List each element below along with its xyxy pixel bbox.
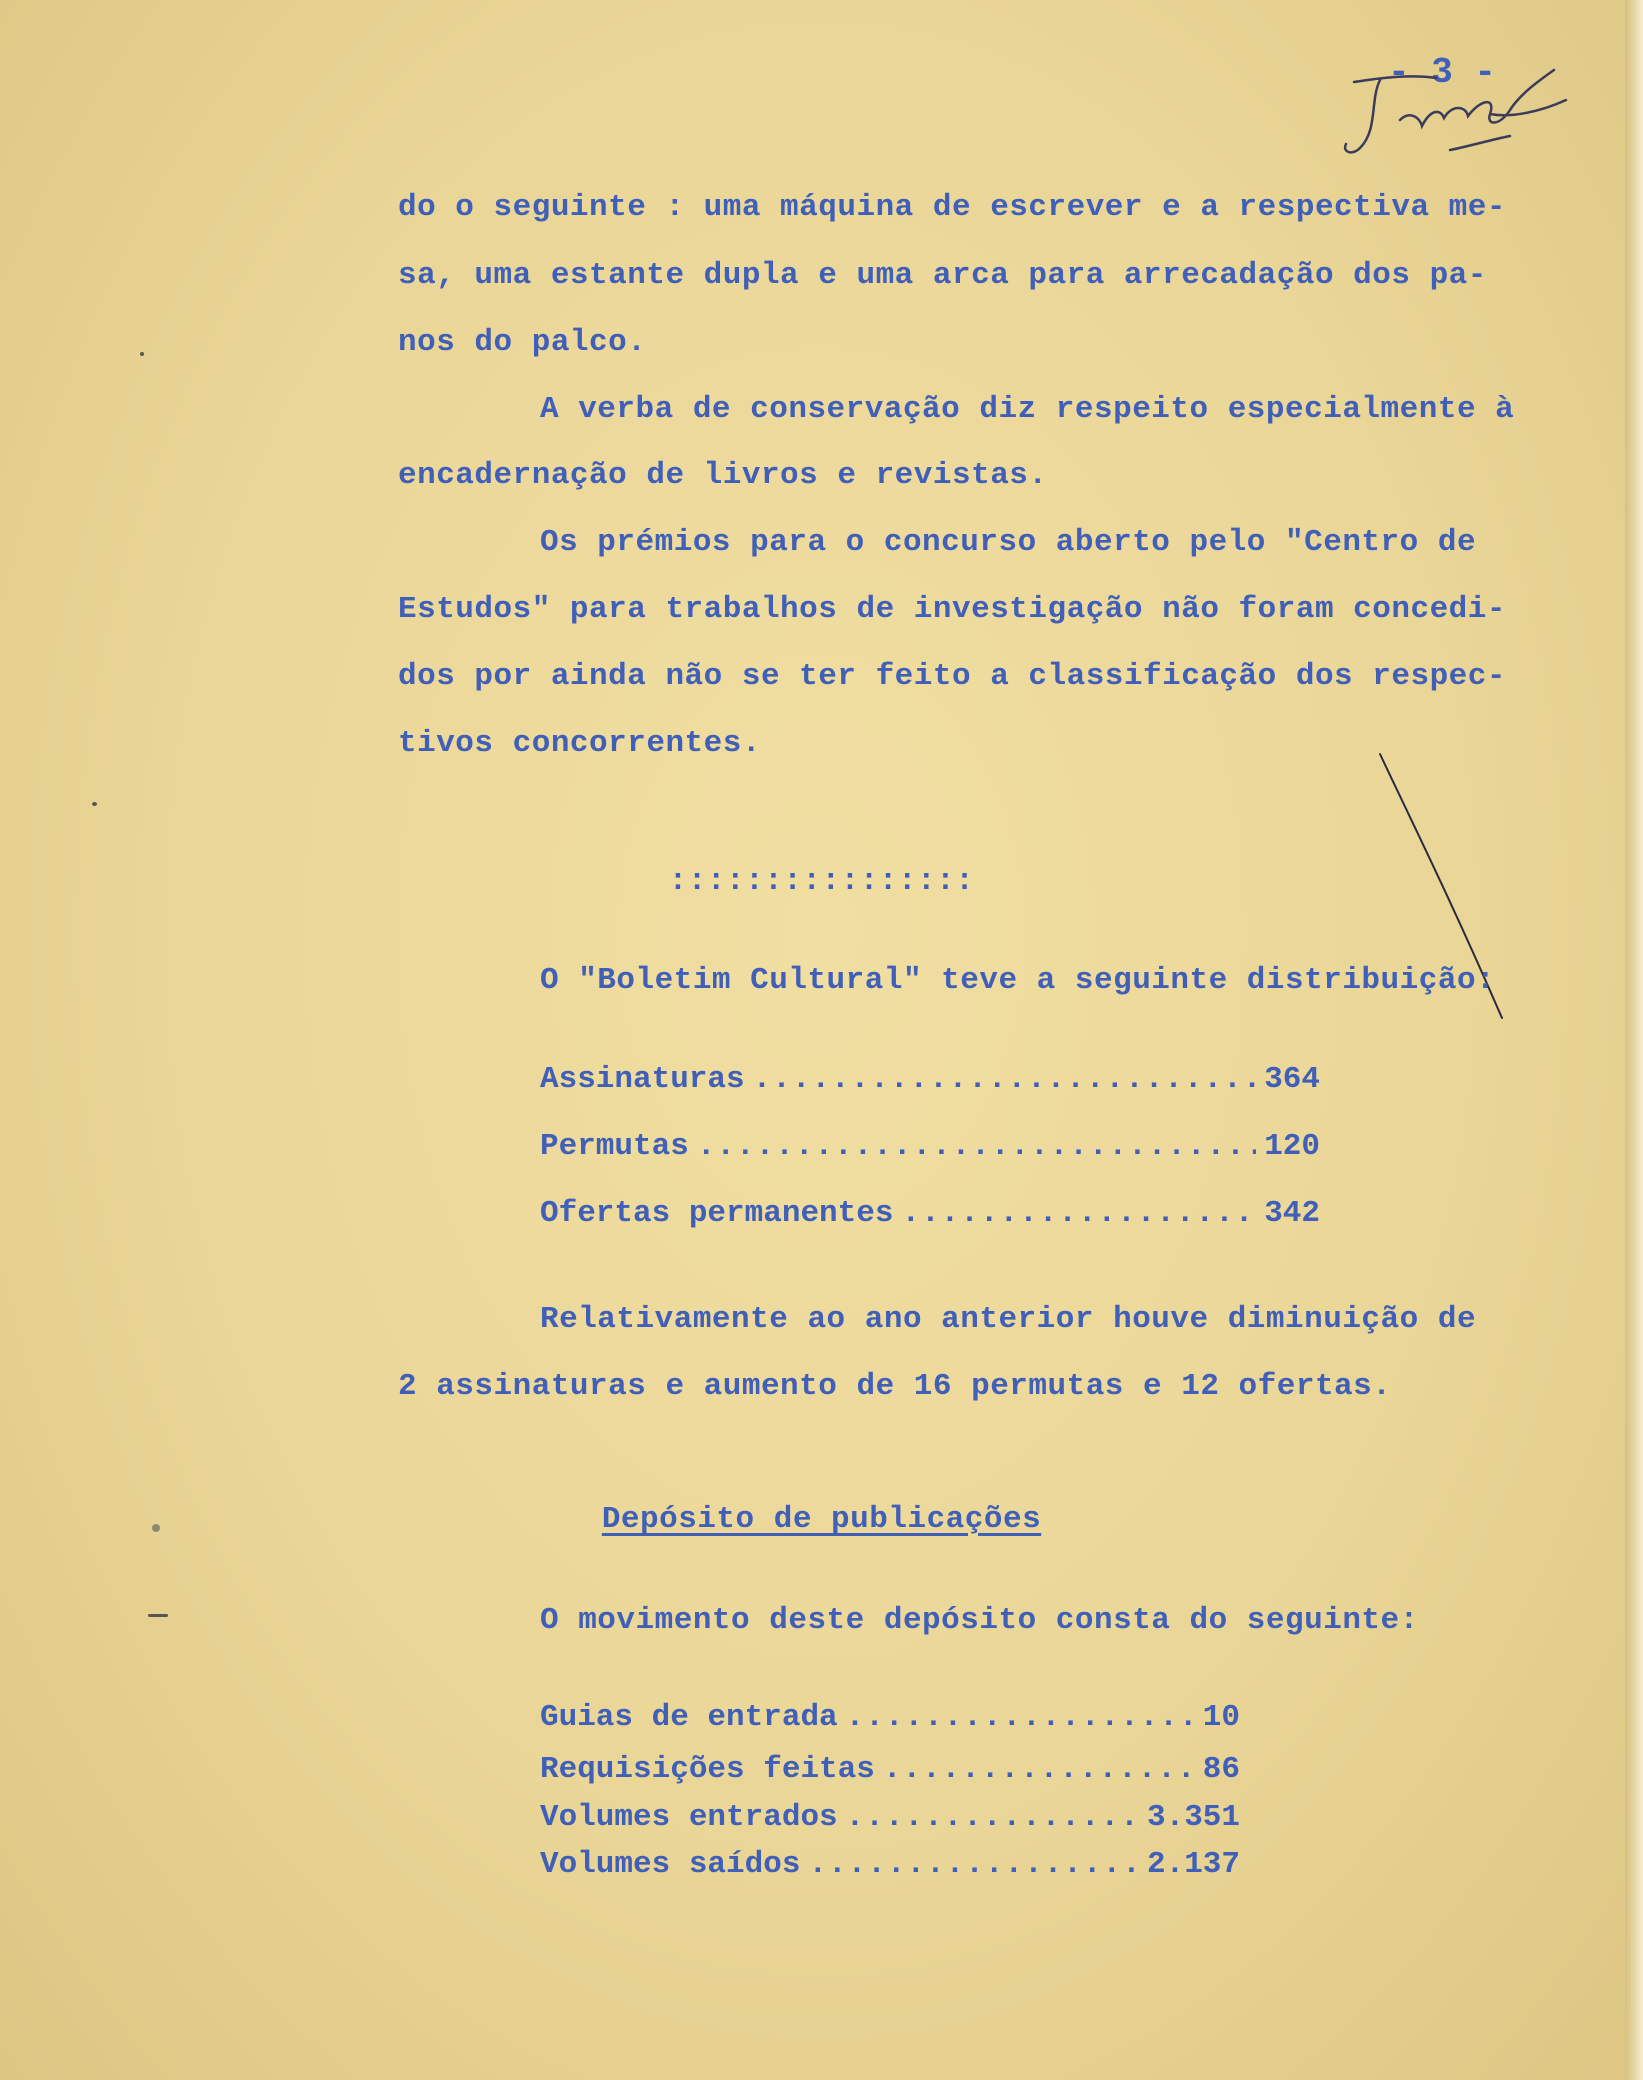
- row-label: Guias de entrada: [540, 1700, 838, 1735]
- row-value: 86: [1202, 1752, 1240, 1787]
- text-line: Estudos" para trabalhos de investigação não foram concedi-: [398, 592, 1506, 627]
- leader-dots: [883, 1752, 1195, 1787]
- row-value: 120: [1264, 1129, 1320, 1164]
- row-value: 3.351: [1146, 1800, 1240, 1835]
- deposito-row: [540, 1752, 1240, 1796]
- signature-icon: [1340, 60, 1580, 170]
- row-label: Volumes saídos: [540, 1847, 801, 1882]
- page-number: - 3 -: [1388, 52, 1497, 93]
- row-value: 342: [1264, 1196, 1320, 1231]
- boletim-intro: O "Boletim Cultural" teve a seguinte distribuição:: [540, 963, 1496, 998]
- leader-dots: [808, 1847, 1139, 1882]
- paper-speck: [148, 1614, 168, 1617]
- leader-dots: [846, 1700, 1195, 1735]
- deposito-row: [540, 1800, 1240, 1844]
- text-line: A verba de conservação diz respeito especialmente à: [540, 392, 1515, 427]
- text-line: dos por ainda não se ter feito a classificação dos respec-: [398, 659, 1506, 694]
- row-label: Assinaturas: [540, 1062, 745, 1097]
- deposito-row: [540, 1700, 1240, 1744]
- row-label: Volumes entrados: [540, 1800, 838, 1835]
- text-line: sa, uma estante dupla e uma arca para arrecadação dos pa-: [398, 258, 1487, 293]
- boletim-row: [540, 1129, 1320, 1173]
- row-value: 10: [1202, 1700, 1240, 1735]
- separator: ::::::::::::::::: [668, 864, 975, 899]
- section-heading: Depósito de publicações: [601, 1502, 1042, 1537]
- text-line: nos do palco.: [398, 325, 647, 360]
- paper-speck: [140, 352, 144, 356]
- text-line: Os prémios para o concurso aberto pelo "Centro de: [540, 525, 1477, 560]
- paper-speck: [152, 1524, 160, 1532]
- text-line: do o seguinte : uma máquina de escrever e a respectiva me-: [398, 190, 1506, 225]
- page-edge: [1625, 0, 1643, 2080]
- leader-dots: [697, 1129, 1256, 1164]
- leader-dots: [901, 1196, 1256, 1231]
- row-label: Permutas: [540, 1129, 689, 1164]
- row-value: 2.137: [1146, 1847, 1240, 1882]
- text-line: tivos concorrentes.: [398, 726, 761, 761]
- deposito-row: [540, 1847, 1240, 1891]
- paper-speck: [92, 802, 97, 806]
- row-label: Requisições feitas: [540, 1752, 875, 1787]
- row-value: 364: [1264, 1062, 1320, 1097]
- row-label: Ofertas permanentes: [540, 1196, 894, 1231]
- deposito-intro: O movimento deste depósito consta do seguinte:: [540, 1603, 1419, 1638]
- leader-dots: [753, 1062, 1257, 1097]
- text-line: 2 assinaturas e aumento de 16 permutas e 12 ofertas.: [398, 1369, 1392, 1404]
- leader-dots: [846, 1800, 1139, 1835]
- text-line: encadernação de livros e revistas.: [398, 458, 1048, 493]
- boletim-row: [540, 1196, 1320, 1240]
- text-line: Relativamente ao ano anterior houve diminuição de: [540, 1302, 1477, 1337]
- boletim-row: [540, 1062, 1320, 1106]
